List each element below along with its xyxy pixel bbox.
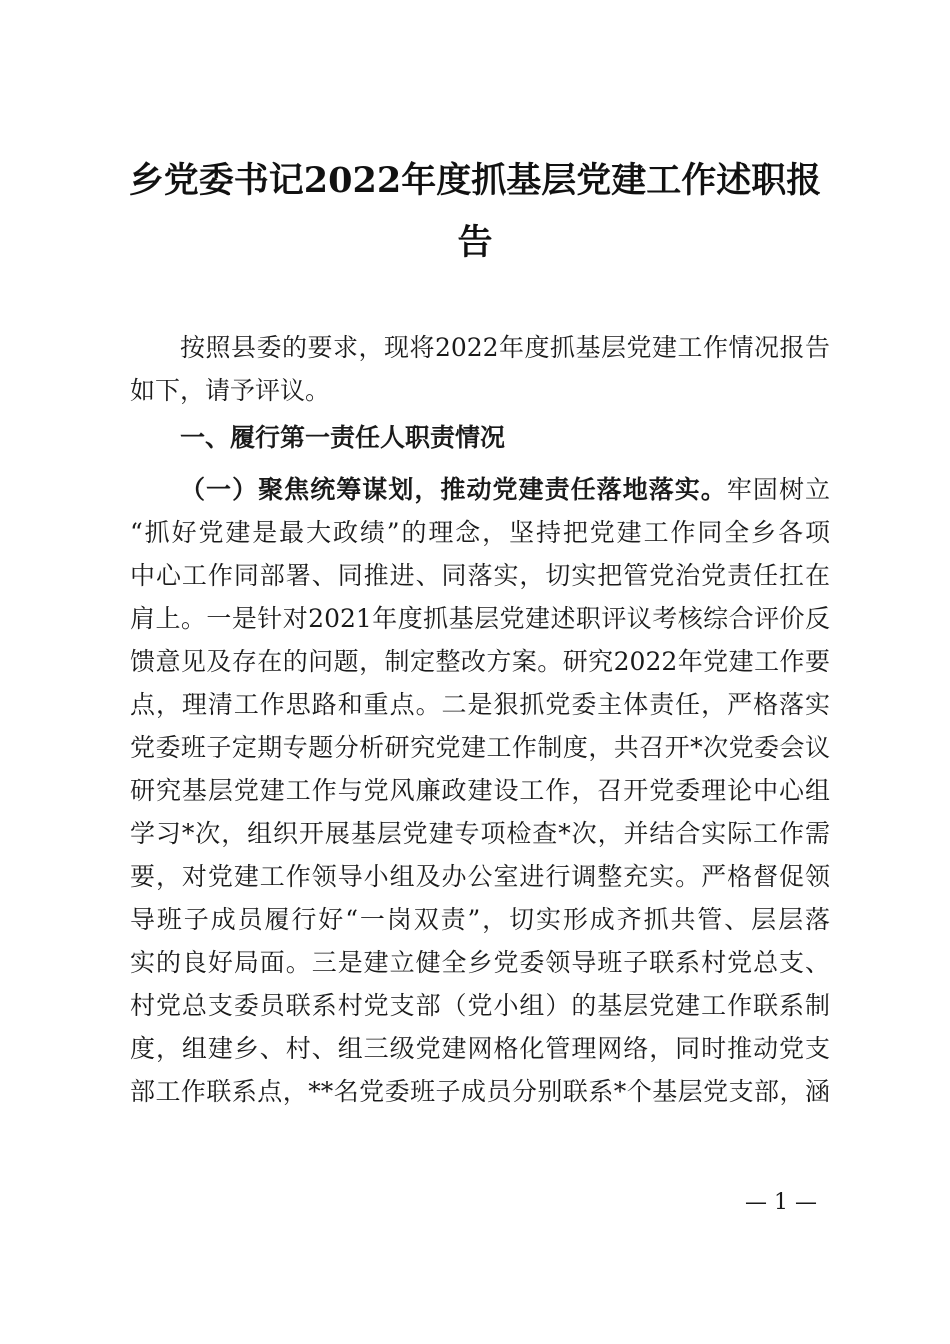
subsection-title: （一）聚焦统筹谋划，推动党建责任落地落实。: [180, 475, 727, 504]
intro-line-1: 按照县委的要求，现将2022年度抓基层党建工作情况报告: [180, 333, 830, 362]
body-line: 要，对党建工作领导小组及办公室进行调整充实。严格督促领: [130, 862, 830, 891]
title-line-1: 乡党委书记2022年度抓基层党建工作述职报: [128, 160, 822, 201]
body-line: 实的良好局面。三是建立健全乡党委领导班子联系村党总支、: [130, 948, 830, 977]
section-heading: 一、履行第一责任人职责情况: [180, 423, 506, 452]
page-number: — 1 —: [745, 1190, 817, 1215]
body-line: 中心工作同部署、同推进、同落实，切实把管党治党责任扛在: [130, 561, 830, 590]
body-line: 村党总支委员联系村党支部（党小组）的基层党建工作联系制: [130, 991, 830, 1020]
body-line: 研究基层党建工作与党风廉政建设工作，召开党委理论中心组: [130, 776, 830, 805]
body-line: 馈意见及存在的问题，制定整改方案。研究2022年党建工作要: [130, 647, 830, 676]
body-line: “抓好党建是最大政绩”的理念，坚持把党建工作同全乡各项: [130, 518, 830, 547]
document-title: [100, 150, 850, 274]
intro-line-2: 如下，请予评议。: [130, 376, 331, 405]
subsection-line-1: [180, 468, 830, 511]
body-line: 学习*次，组织开展基层党建专项检查*次，并结合实际工作需: [130, 819, 830, 848]
body-line: 党委班子定期专题分析研究党建工作制度，共召开*次党委会议: [130, 733, 830, 762]
body-line: 点，理清工作思路和重点。二是狠抓党委主体责任，严格落实: [130, 690, 830, 719]
body-line: 肩上。一是针对2021年度抓基层党建述职评议考核综合评价反: [130, 604, 830, 633]
subsection-text: 牢固树立: [726, 475, 830, 504]
title-line-2: 告: [457, 222, 493, 263]
body-line: 度，组建乡、村、组三级党建网格化管理网络，同时推动党支: [130, 1034, 830, 1063]
body-line: 部工作联系点，**名党委班子成员分别联系*个基层党支部，涵: [130, 1077, 830, 1106]
body-line: 导班子成员履行好“一岗双责”，切实形成齐抓共管、层层落: [130, 905, 830, 934]
